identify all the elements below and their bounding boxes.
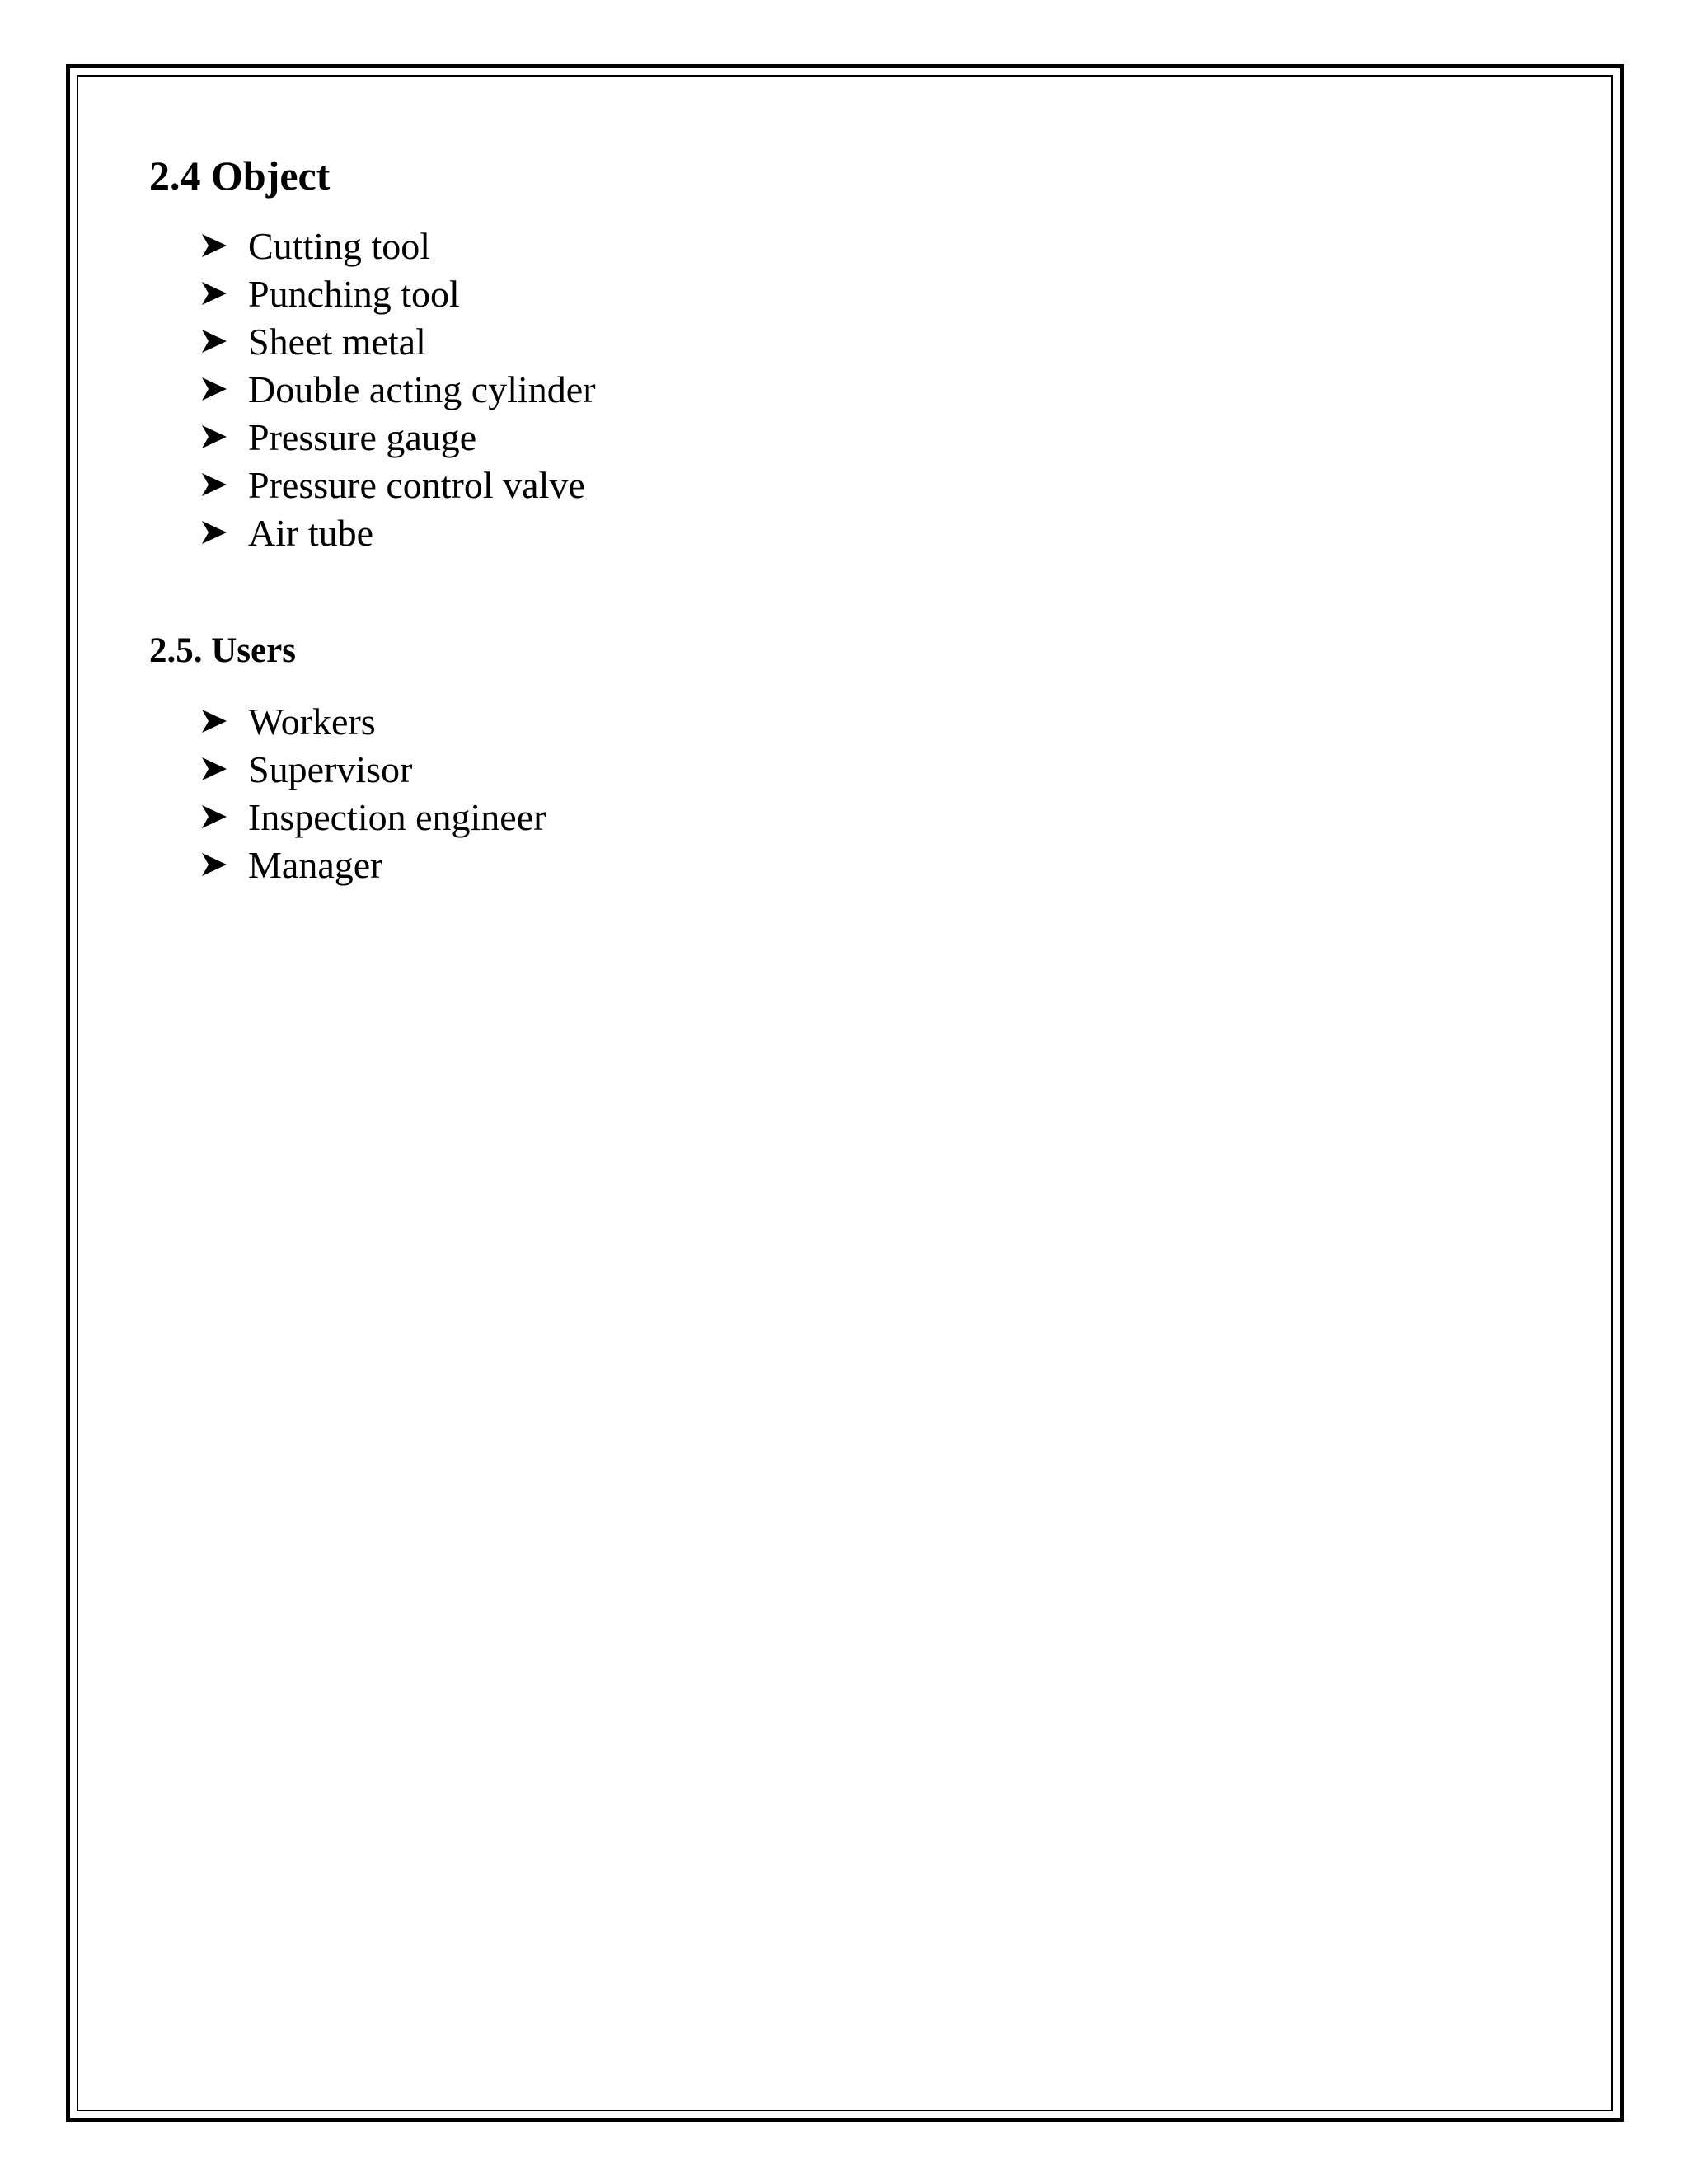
list-item — [200, 366, 596, 414]
arrowhead-bullet-icon — [200, 841, 248, 889]
arrowhead-bullet-icon — [200, 462, 248, 509]
users-list — [200, 698, 546, 889]
list-item-label: Inspection engineer — [248, 796, 546, 838]
list-item — [200, 746, 546, 794]
arrowhead-bullet-icon — [200, 794, 248, 841]
list-item-label: Pressure gauge — [248, 416, 477, 458]
list-item-label: Punching tool — [248, 273, 460, 315]
list-item — [200, 698, 546, 746]
arrowhead-bullet-icon — [200, 698, 248, 746]
object-list — [200, 223, 596, 557]
arrowhead-bullet-icon — [200, 509, 248, 557]
list-item — [200, 794, 546, 841]
list-item-label: Manager — [248, 844, 383, 886]
arrowhead-bullet-icon — [200, 366, 248, 414]
arrowhead-bullet-icon — [200, 318, 248, 366]
list-item-label: Air tube — [248, 512, 374, 554]
list-item-label: Supervisor — [248, 748, 413, 790]
list-item-label: Cutting tool — [248, 225, 431, 267]
section-heading-users: 2.5. Users — [149, 631, 296, 670]
arrowhead-bullet-icon — [200, 746, 248, 794]
list-item — [200, 462, 596, 509]
list-item — [200, 270, 596, 318]
list-item — [200, 223, 596, 270]
arrowhead-bullet-icon — [200, 270, 248, 318]
list-item-label: Workers — [248, 701, 376, 743]
list-item — [200, 414, 596, 462]
list-item-label: Pressure control valve — [248, 464, 585, 506]
list-item-label: Double acting cylinder — [248, 368, 596, 410]
section-heading-object: 2.4 Object — [149, 152, 331, 199]
list-item-label: Sheet metal — [248, 321, 426, 363]
arrowhead-bullet-icon — [200, 414, 248, 462]
list-item — [200, 509, 596, 557]
arrowhead-bullet-icon — [200, 223, 248, 270]
list-item — [200, 841, 546, 889]
list-item — [200, 318, 596, 366]
